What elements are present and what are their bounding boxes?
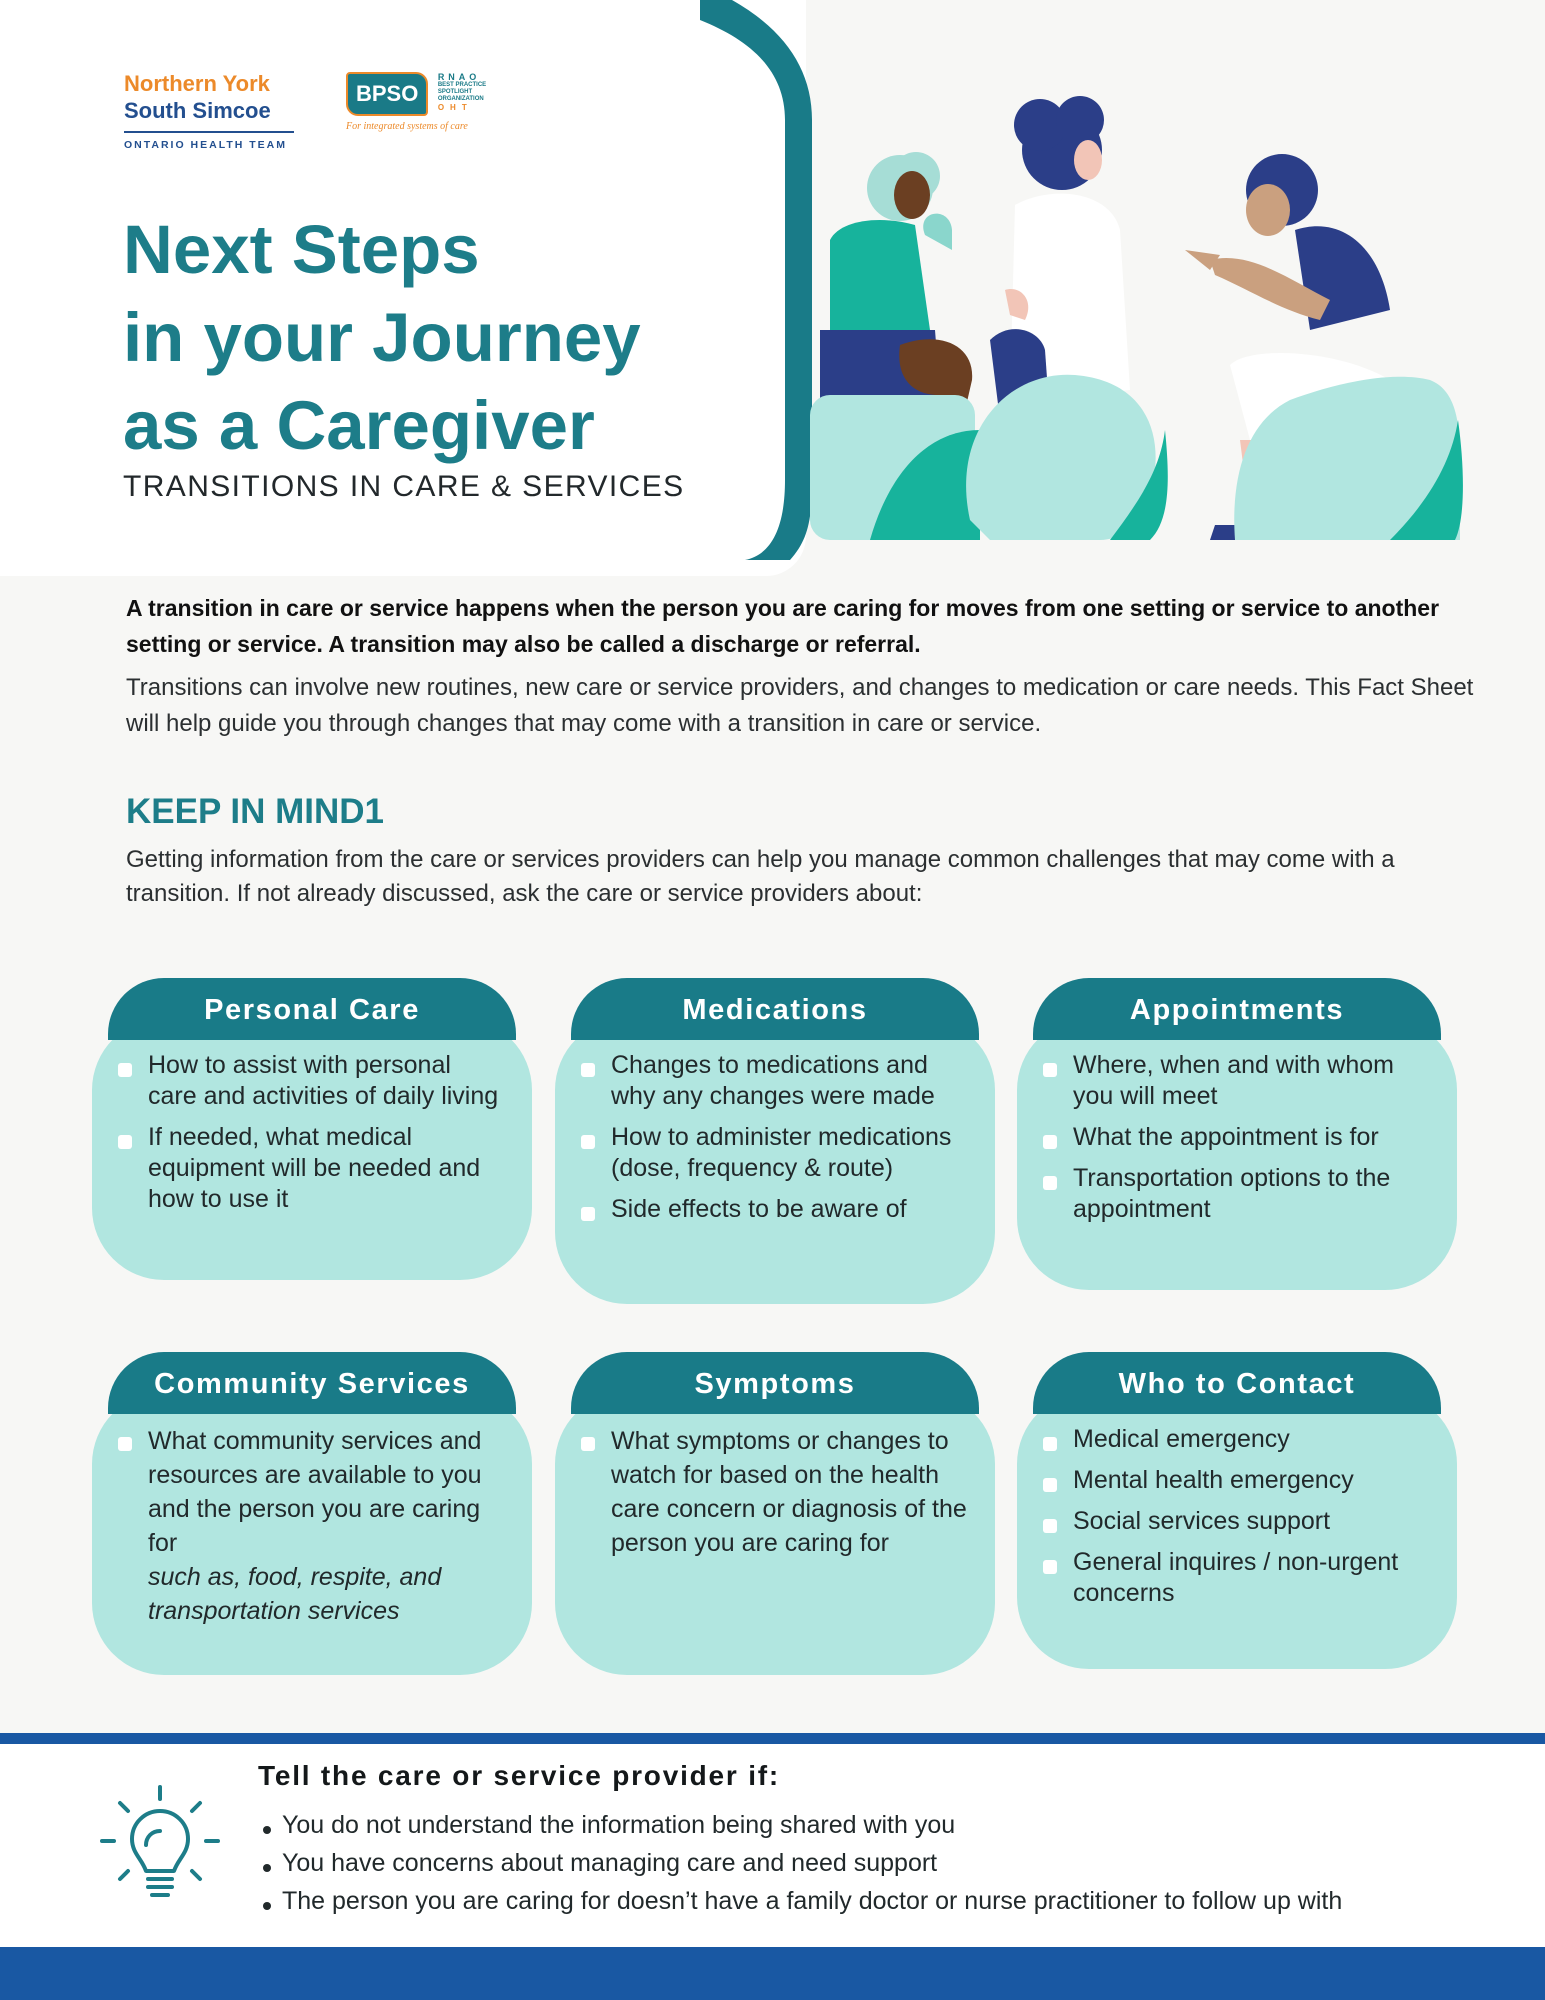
list-item: You have concerns about managing care and need support (258, 1844, 1342, 1882)
card-community-services (92, 1352, 532, 1625)
card-title: Symptoms (571, 1352, 979, 1414)
list-item: Changes to medications and why any changes were made (611, 1050, 967, 1112)
list-item: You do not understand the information being shared with you (258, 1806, 1342, 1844)
intro-definition: A transition in care or service happens when the person you are caring for moves from one setting or service to another setting or service. A transition may also be called a discharge or referral. (126, 595, 1440, 657)
card-appointments (1017, 978, 1457, 1223)
card-list (555, 1018, 995, 1225)
list-item: Medical emergency (1073, 1424, 1429, 1455)
logo-rule (124, 131, 294, 133)
title-line-3: as a Caregiver (123, 387, 595, 464)
footer-bottom-bar (0, 1947, 1545, 2000)
list-item: Social services support (1073, 1506, 1429, 1537)
footer-top-bar (0, 1733, 1545, 1744)
list-item: General inquires / non-urgent concerns (1073, 1547, 1429, 1609)
logo-line-1: Northern York (124, 71, 270, 96)
tell-provider-heading: Tell the care or service provider if: (258, 1760, 781, 1791)
card-title: Medications (571, 978, 979, 1040)
bpso-side-text (438, 72, 486, 112)
list-item: Where, when and with whom you will meet (1073, 1050, 1429, 1112)
card-title: Appointments (1033, 978, 1441, 1040)
card-list (1017, 1392, 1457, 1609)
list-item: The person you are caring for doesn’t have a family doctor or nurse practitioner to follow up with (258, 1882, 1342, 1920)
card-medications (555, 978, 995, 1223)
bpso-mark: BPSO (346, 72, 428, 116)
nyss-oht-logo (124, 70, 294, 151)
list-item: What the appointment is for (1073, 1122, 1429, 1153)
bpso-rnao: RNAO (437, 72, 481, 82)
list-item-note: such as, food, respite, and transportation services (148, 1563, 442, 1625)
card-list (555, 1392, 995, 1560)
card-list (92, 1018, 532, 1215)
caregivers-illustration (690, 0, 1490, 560)
page-title (123, 206, 641, 470)
card-body (92, 1392, 532, 1675)
list-item-text: What community services and resources are available to you and the person you are caring for (148, 1427, 482, 1557)
bpso-oht: OHT (437, 103, 473, 112)
list-item: Side effects to be aware of (611, 1194, 967, 1225)
list-item: Mental health emergency (1073, 1465, 1429, 1496)
card-symptoms (555, 1352, 995, 1557)
list-item: If needed, what medical equipment will be needed and how to use it (148, 1122, 504, 1215)
list-item: How to assist with personal care and activities of daily living (148, 1050, 504, 1112)
keep-in-mind-heading: KEEP IN MIND1 (126, 792, 385, 831)
card-title: Personal Care (108, 978, 516, 1040)
card-list (92, 1392, 532, 1628)
lightbulb-icon (98, 1783, 222, 1907)
keep-in-mind-text: Getting information from the care or services providers can help you manage common challenges that may come with a transition. If not already discussed, ask the care or service providers about: (126, 846, 1395, 907)
bpso-desc-1: BEST PRACTICE (437, 82, 487, 88)
logo-line-3: ONTARIO HEALTH TEAM (124, 139, 288, 151)
card-list (1017, 1018, 1457, 1225)
card-body (1017, 1018, 1457, 1290)
bpso-logo (346, 72, 486, 132)
card-title: Who to Contact (1033, 1352, 1441, 1414)
page-subtitle: TRANSITIONS IN CARE & SERVICES (123, 470, 685, 503)
bpso-desc-3: ORGANIZATION (437, 96, 484, 102)
card-personal-care (92, 978, 532, 1213)
list-item: How to administer medications (dose, frequency & route) (611, 1122, 967, 1184)
list-item (148, 1424, 504, 1628)
intro-paragraph: Transitions can involve new routines, new care or service providers, and changes to medication or care needs. This Fact Sheet will help guide you through changes that may come with a transition in care or service. (126, 674, 1474, 737)
card-title: Community Services (108, 1352, 516, 1414)
card-body (92, 1018, 532, 1280)
title-line-1: Next Steps (123, 211, 480, 288)
title-line-2: in your Journey (123, 299, 641, 376)
bpso-tagline: For integrated systems of care (346, 121, 468, 132)
card-body (555, 1018, 995, 1304)
list-item: What symptoms or changes to watch for based on the health care concern or diagnosis of the person you are caring for (611, 1424, 967, 1560)
list-item: Transportation options to the appointment (1073, 1163, 1429, 1225)
card-who-to-contact (1017, 1352, 1457, 1607)
card-body (1017, 1392, 1457, 1669)
card-body (555, 1392, 995, 1675)
bpso-desc-2: SPOTLIGHT (437, 89, 473, 95)
logo-line-2: South Simcoe (124, 98, 271, 123)
tell-provider-list (258, 1806, 1342, 1920)
